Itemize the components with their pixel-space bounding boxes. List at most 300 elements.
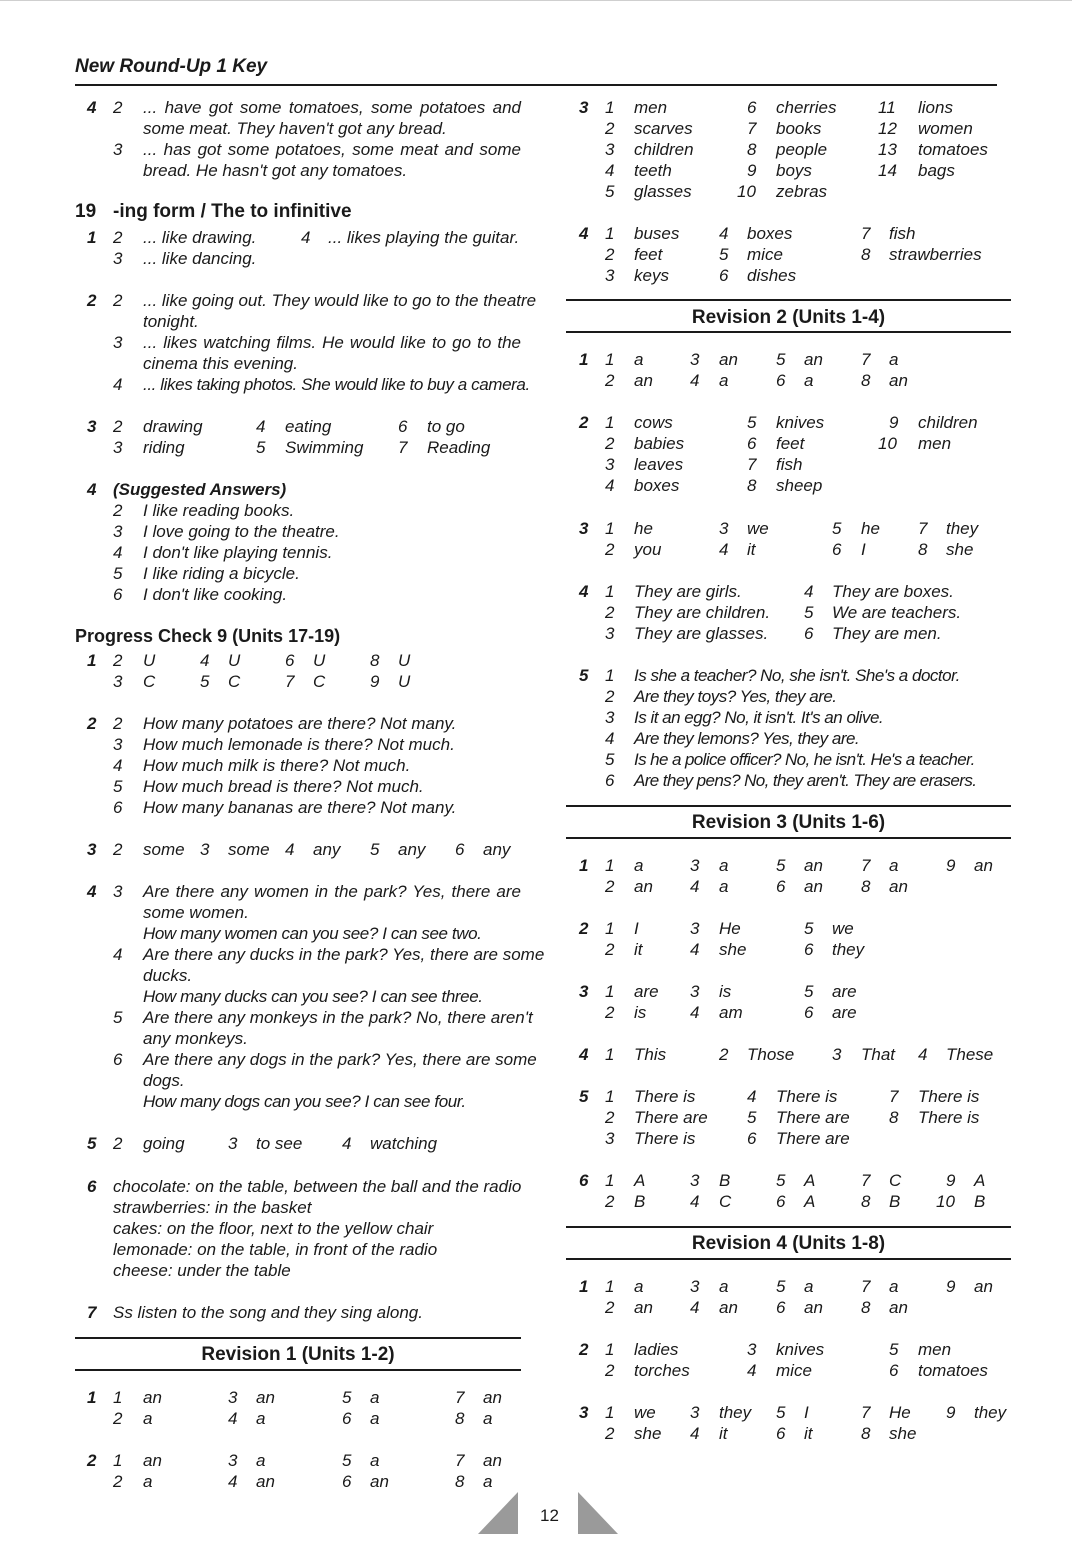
exercise-number: 4 bbox=[579, 582, 589, 601]
right-page-corner-shape bbox=[578, 1492, 618, 1534]
item-number: 1 bbox=[605, 1171, 615, 1190]
answer-text: I don't like playing tennis. bbox=[143, 543, 333, 562]
answer-text: an bbox=[719, 350, 738, 369]
answer-text: feet bbox=[634, 245, 663, 264]
item-number: 6 bbox=[113, 585, 123, 604]
item-number: 5 bbox=[719, 245, 729, 264]
answer-text: it bbox=[747, 540, 756, 559]
answer-text: torches bbox=[634, 1361, 690, 1380]
suggested-answers-label: (Suggested Answers) bbox=[113, 480, 287, 499]
answer-text: There are bbox=[776, 1129, 850, 1148]
item-number: 1 bbox=[605, 582, 615, 601]
answer-text: knives bbox=[776, 1340, 825, 1359]
item-number: 4 bbox=[200, 651, 210, 670]
answer-text: That bbox=[861, 1045, 896, 1064]
item-number: 7 bbox=[918, 519, 928, 538]
item-number: 6 bbox=[832, 540, 842, 559]
section-title: Revision 3 (Units 1-6) bbox=[691, 812, 886, 833]
item-number: 2 bbox=[113, 291, 123, 310]
item-number: 6 bbox=[804, 940, 814, 959]
item-number: 5 bbox=[113, 564, 123, 583]
answer-line: ... have got some tomatoes, some potatoes and bbox=[143, 98, 521, 117]
answer-text: U bbox=[143, 651, 156, 670]
answer-text: tomatoes bbox=[918, 140, 988, 159]
answer-text: teeth bbox=[634, 161, 672, 180]
item-number: 2 bbox=[605, 1361, 615, 1380]
item-number: 2 bbox=[605, 119, 615, 138]
item-number: 6 bbox=[113, 798, 123, 817]
item-number: 2 bbox=[605, 687, 615, 706]
item-number: 1 bbox=[605, 1087, 615, 1106]
item-number: 4 bbox=[113, 543, 123, 562]
item-number: 8 bbox=[747, 476, 757, 495]
answer-line: any monkeys. bbox=[143, 1029, 248, 1048]
answer-text: a bbox=[889, 350, 899, 369]
answer-text: A bbox=[804, 1192, 816, 1211]
answer-text: They are boxes. bbox=[832, 582, 954, 601]
answer-text: U bbox=[398, 672, 411, 691]
item-number: 5 bbox=[605, 182, 615, 201]
answer-text: some bbox=[228, 840, 270, 859]
answer-text: A bbox=[634, 1171, 646, 1190]
answer-text: ... like drawing. bbox=[143, 228, 257, 247]
item-number: 7 bbox=[861, 856, 871, 875]
answer-text: feet bbox=[776, 434, 805, 453]
answer-text: an bbox=[719, 1298, 738, 1317]
answer-text: is bbox=[719, 982, 732, 1001]
section-rule bbox=[566, 805, 1011, 807]
exercise-number: 1 bbox=[87, 228, 97, 247]
item-number: 8 bbox=[918, 540, 928, 559]
answer-text: an bbox=[804, 856, 823, 875]
exercise-number: 1 bbox=[579, 1277, 589, 1296]
item-number: 3 bbox=[113, 438, 123, 457]
item-number: 1 bbox=[605, 350, 615, 369]
answer-text: an bbox=[483, 1451, 502, 1470]
section-title: Progress Check 9 (Units 17-19) bbox=[75, 626, 341, 646]
answer-text: U bbox=[313, 651, 326, 670]
exercise-number: 6 bbox=[87, 1177, 97, 1196]
item-number: 8 bbox=[455, 1472, 465, 1491]
answer-text: we bbox=[832, 919, 854, 938]
item-number: 6 bbox=[285, 651, 295, 670]
section-rule bbox=[566, 299, 1011, 301]
item-number: 9 bbox=[946, 1171, 956, 1190]
answer-line: cheese: under the table bbox=[113, 1261, 291, 1280]
answer-text: Are they lemons? Yes, they are. bbox=[634, 729, 860, 748]
item-number: 5 bbox=[747, 1108, 757, 1127]
item-number: 7 bbox=[455, 1451, 465, 1470]
answer-text: men bbox=[918, 1340, 952, 1359]
item-number: 6 bbox=[747, 434, 757, 453]
item-number: 4 bbox=[719, 540, 729, 559]
item-number: 14 bbox=[878, 161, 897, 180]
item-number: 1 bbox=[605, 1340, 615, 1359]
answer-text: These bbox=[946, 1045, 994, 1064]
item-number: 3 bbox=[228, 1134, 238, 1153]
answer-text: a bbox=[370, 1409, 380, 1428]
answer-text: books bbox=[776, 119, 822, 138]
item-number: 4 bbox=[747, 1087, 757, 1106]
item-number: 10 bbox=[936, 1192, 955, 1211]
item-number: 3 bbox=[690, 1171, 700, 1190]
answer-text: We are teachers. bbox=[832, 603, 962, 622]
answer-text: children bbox=[918, 413, 978, 432]
answer-text: a bbox=[370, 1451, 380, 1470]
item-number: 3 bbox=[690, 982, 700, 1001]
exercise-number: 2 bbox=[579, 919, 589, 938]
item-number: 3 bbox=[113, 522, 123, 541]
exercise-number: 3 bbox=[87, 417, 97, 436]
item-number: 5 bbox=[776, 1277, 786, 1296]
answer-text: cows bbox=[634, 413, 673, 432]
item-number: 13 bbox=[878, 140, 897, 159]
item-number: 4 bbox=[301, 228, 311, 247]
section-rule bbox=[566, 1258, 1011, 1260]
item-number: 8 bbox=[861, 1424, 871, 1443]
item-number: 2 bbox=[605, 1424, 615, 1443]
exercise-number: 1 bbox=[579, 856, 589, 875]
answer-text: U bbox=[398, 651, 411, 670]
item-number: 3 bbox=[747, 1340, 757, 1359]
answer-line: ... has got some potatoes, some meat and some bbox=[143, 140, 521, 159]
answer-text: I love going to the theatre. bbox=[143, 522, 340, 541]
item-number: 4 bbox=[228, 1472, 238, 1491]
answer-text: an bbox=[804, 877, 823, 896]
item-number: 3 bbox=[605, 1129, 615, 1148]
item-number: 2 bbox=[605, 877, 615, 896]
answer-text: a bbox=[143, 1409, 153, 1428]
answer-text: ladies bbox=[634, 1340, 679, 1359]
item-number: 7 bbox=[861, 1277, 871, 1296]
item-number: 2 bbox=[605, 540, 615, 559]
section-rule bbox=[75, 1337, 521, 1339]
answer-text: an bbox=[634, 371, 653, 390]
answer-text: she bbox=[719, 940, 747, 959]
section-title: Revision 1 (Units 1-2) bbox=[201, 1344, 395, 1365]
item-number: 4 bbox=[113, 756, 123, 775]
answer-text: are bbox=[634, 982, 659, 1001]
answer-text: I bbox=[634, 919, 639, 938]
answer-text: a bbox=[889, 856, 899, 875]
exercise-number: 4 bbox=[87, 98, 97, 117]
section-title: Revision 2 (Units 1-4) bbox=[691, 307, 886, 328]
answer-line: some meat. They haven't got any bread. bbox=[143, 119, 447, 138]
item-number: 3 bbox=[719, 519, 729, 538]
item-number: 9 bbox=[946, 1403, 956, 1422]
item-number: 3 bbox=[832, 1045, 842, 1064]
answer-text: are bbox=[832, 982, 857, 1001]
item-number: 4 bbox=[113, 375, 123, 394]
unit-title: -ing form / The to infinitive bbox=[113, 201, 352, 222]
item-number: 3 bbox=[113, 882, 123, 901]
answer-text: How much bread is there? Not much. bbox=[143, 777, 424, 796]
answer-text: any bbox=[313, 840, 341, 859]
answer-text: an bbox=[974, 856, 993, 875]
section-rule bbox=[75, 1369, 521, 1371]
section-rule bbox=[566, 1226, 1011, 1228]
item-number: 4 bbox=[690, 1298, 700, 1317]
item-number: 6 bbox=[776, 1192, 786, 1211]
item-number: 8 bbox=[861, 245, 871, 264]
answer-text: it bbox=[804, 1424, 813, 1443]
item-number: 3 bbox=[113, 333, 123, 352]
item-number: 8 bbox=[861, 371, 871, 390]
item-number: 6 bbox=[455, 840, 465, 859]
exercise-number: 3 bbox=[579, 519, 589, 538]
answer-text: C bbox=[228, 672, 241, 691]
item-number: 4 bbox=[804, 582, 814, 601]
answer-text: an bbox=[974, 1277, 993, 1296]
answer-text: I bbox=[861, 540, 866, 559]
answer-text: it bbox=[719, 1424, 728, 1443]
answer-text: I like reading books. bbox=[143, 501, 295, 520]
item-number: 4 bbox=[690, 1424, 700, 1443]
item-number: 3 bbox=[605, 708, 615, 727]
answer-line: ... like going out. They would like to go to the theatre bbox=[143, 291, 537, 310]
answer-text: Swimming bbox=[285, 438, 364, 457]
item-number: 5 bbox=[804, 919, 814, 938]
item-number: 6 bbox=[776, 1298, 786, 1317]
answer-text: There is bbox=[634, 1129, 696, 1148]
unit-number: 19 bbox=[75, 201, 97, 222]
item-number: 3 bbox=[113, 140, 123, 159]
answer-text: U bbox=[228, 651, 241, 670]
answer-line: strawberries: in the basket bbox=[113, 1198, 312, 1217]
answer-text: an bbox=[256, 1388, 275, 1407]
answer-text: I like riding a bicycle. bbox=[143, 564, 300, 583]
item-number: 3 bbox=[113, 249, 123, 268]
exercise-number: 5 bbox=[87, 1134, 97, 1153]
item-number: 6 bbox=[398, 417, 408, 436]
answer-text: you bbox=[634, 540, 662, 559]
answer-line: How many dogs can you see? I can see four. bbox=[143, 1092, 466, 1111]
item-number: 8 bbox=[861, 1298, 871, 1317]
answer-text: C bbox=[313, 672, 326, 691]
item-number: 5 bbox=[370, 840, 380, 859]
answer-text: are bbox=[832, 1003, 857, 1022]
exercise-number: 6 bbox=[579, 1171, 589, 1190]
item-number: 6 bbox=[747, 1129, 757, 1148]
answer-line: Are there any monkeys in the park? No, there aren't bbox=[143, 1008, 533, 1027]
item-number: 5 bbox=[804, 982, 814, 1001]
answer-text: ... likes playing the guitar. bbox=[328, 228, 520, 247]
item-number: 4 bbox=[918, 1045, 928, 1064]
answer-text: some bbox=[143, 840, 185, 859]
item-number: 5 bbox=[804, 603, 814, 622]
item-number: 9 bbox=[946, 856, 956, 875]
answer-text: scarves bbox=[634, 119, 693, 138]
answer-text: They are men. bbox=[832, 624, 942, 643]
item-number: 8 bbox=[747, 140, 757, 159]
item-number: 10 bbox=[737, 182, 756, 201]
item-number: 1 bbox=[605, 519, 615, 538]
answer-text: He bbox=[889, 1403, 911, 1422]
answer-text: They are children. bbox=[634, 603, 771, 622]
answer-text: a bbox=[634, 1277, 644, 1296]
item-number: 5 bbox=[342, 1388, 352, 1407]
item-number: 5 bbox=[342, 1451, 352, 1470]
answer-text: a bbox=[719, 1277, 729, 1296]
answer-text: an bbox=[634, 877, 653, 896]
answer-text: she bbox=[634, 1424, 662, 1443]
answer-text: any bbox=[483, 840, 511, 859]
item-number: 4 bbox=[113, 945, 123, 964]
answer-line: ... likes taking photos. She would like to buy a camera. bbox=[143, 375, 530, 394]
item-number: 5 bbox=[776, 856, 786, 875]
item-number: 6 bbox=[776, 1424, 786, 1443]
item-number: 3 bbox=[690, 1403, 700, 1422]
item-number: 2 bbox=[605, 1003, 615, 1022]
answer-text: he bbox=[634, 519, 653, 538]
item-number: 5 bbox=[605, 750, 615, 769]
answer-text: going bbox=[143, 1134, 185, 1153]
item-number: 3 bbox=[200, 840, 210, 859]
answer-text: ... like dancing. bbox=[143, 249, 257, 268]
answer-text: a bbox=[483, 1409, 493, 1428]
answer-text: How many bananas are there? Not many. bbox=[143, 798, 457, 817]
item-number: 2 bbox=[605, 1298, 615, 1317]
item-number: 4 bbox=[605, 729, 615, 748]
answer-text: There is bbox=[918, 1087, 980, 1106]
item-number: 3 bbox=[690, 1277, 700, 1296]
answer-text: riding bbox=[143, 438, 185, 457]
item-number: 4 bbox=[690, 1003, 700, 1022]
answer-text: A bbox=[974, 1171, 986, 1190]
answer-text: an bbox=[889, 371, 908, 390]
item-number: 2 bbox=[605, 245, 615, 264]
answer-text: a bbox=[804, 371, 814, 390]
answer-line: How many women can you see? I can see two. bbox=[143, 924, 482, 943]
answer-text: They are glasses. bbox=[634, 624, 769, 643]
item-number: 2 bbox=[113, 98, 123, 117]
item-number: 1 bbox=[605, 1277, 615, 1296]
item-number: 3 bbox=[690, 919, 700, 938]
answer-text: we bbox=[747, 519, 769, 538]
item-number: 6 bbox=[605, 771, 615, 790]
answer-text: Is he a police officer? No, he isn't. He's a teacher. bbox=[634, 750, 975, 769]
exercise-number: 3 bbox=[87, 840, 97, 859]
answer-line: some women. bbox=[143, 903, 249, 922]
answer-text: an bbox=[804, 1298, 823, 1317]
answer-line: bread. He hasn't got any tomatoes. bbox=[143, 161, 408, 180]
item-number: 1 bbox=[605, 1045, 615, 1064]
item-number: 5 bbox=[256, 438, 266, 457]
answer-text: watching bbox=[370, 1134, 438, 1153]
answer-text: a bbox=[719, 856, 729, 875]
item-number: 2 bbox=[113, 840, 123, 859]
exercise-number: 3 bbox=[579, 1403, 589, 1422]
item-number: 8 bbox=[455, 1409, 465, 1428]
answer-text: A bbox=[804, 1171, 816, 1190]
item-number: 1 bbox=[605, 982, 615, 1001]
item-number: 8 bbox=[370, 651, 380, 670]
answer-text: tomatoes bbox=[918, 1361, 988, 1380]
answer-line: lemonade: on the table, in front of the radio bbox=[113, 1240, 438, 1259]
answer-text: B bbox=[889, 1192, 901, 1211]
item-number: 6 bbox=[776, 877, 786, 896]
item-number: 4 bbox=[285, 840, 295, 859]
answer-text: they bbox=[832, 940, 865, 959]
answer-text: to see bbox=[256, 1134, 303, 1153]
item-number: 7 bbox=[861, 224, 871, 243]
item-number: 1 bbox=[113, 1388, 123, 1407]
item-number: 12 bbox=[878, 119, 897, 138]
answer-text: Those bbox=[747, 1045, 795, 1064]
answer-text: How many potatoes are there? Not many. bbox=[143, 714, 457, 733]
item-number: 4 bbox=[605, 161, 615, 180]
item-number: 5 bbox=[776, 1403, 786, 1422]
answer-text: There are bbox=[776, 1108, 850, 1127]
answer-text: children bbox=[634, 140, 694, 159]
exercise-number: 2 bbox=[87, 1451, 97, 1470]
answer-text: This bbox=[634, 1045, 667, 1064]
exercise-number: 3 bbox=[579, 98, 589, 117]
item-number: 5 bbox=[776, 350, 786, 369]
answer-text: an bbox=[804, 350, 823, 369]
answer-text: to go bbox=[427, 417, 465, 436]
answer-text: people bbox=[776, 140, 828, 159]
item-number: 8 bbox=[889, 1108, 899, 1127]
item-number: 6 bbox=[889, 1361, 899, 1380]
answer-text: boys bbox=[776, 161, 812, 180]
answer-text: babies bbox=[634, 434, 685, 453]
answer-text: There is bbox=[918, 1108, 980, 1127]
item-number: 1 bbox=[605, 1403, 615, 1422]
item-number: 1 bbox=[605, 666, 615, 685]
exercise-number: 1 bbox=[87, 1388, 97, 1407]
answer-text: lions bbox=[918, 98, 953, 117]
answer-text: an bbox=[143, 1451, 162, 1470]
answer-text: They are girls. bbox=[634, 582, 742, 601]
answer-line: Are there any ducks in the park? Yes, there are some bbox=[143, 945, 545, 964]
answer-text: an bbox=[889, 1298, 908, 1317]
left-page-corner-shape bbox=[478, 1492, 518, 1534]
item-number: 3 bbox=[605, 455, 615, 474]
answer-text: a bbox=[889, 1277, 899, 1296]
item-number: 6 bbox=[342, 1472, 352, 1491]
item-number: 3 bbox=[113, 672, 123, 691]
exercise-number: 7 bbox=[87, 1303, 97, 1322]
answer-text: zebras bbox=[776, 182, 828, 201]
answer-text: an bbox=[483, 1388, 502, 1407]
page-edge-line bbox=[0, 0, 1072, 1]
answer-text: a bbox=[143, 1472, 153, 1491]
item-number: 3 bbox=[113, 735, 123, 754]
answer-text: an bbox=[634, 1298, 653, 1317]
answer-line: ducks. bbox=[143, 966, 193, 985]
item-number: 5 bbox=[776, 1171, 786, 1190]
answer-text: I bbox=[804, 1403, 809, 1422]
answer-line: cakes: on the floor, next to the yellow chair bbox=[113, 1219, 434, 1238]
answer-text: they bbox=[719, 1403, 752, 1422]
answer-text: B bbox=[634, 1192, 646, 1211]
answer-text: I don't like cooking. bbox=[143, 585, 288, 604]
item-number: 4 bbox=[228, 1409, 238, 1428]
item-number: 4 bbox=[605, 476, 615, 495]
item-number: 7 bbox=[889, 1087, 899, 1106]
item-number: 2 bbox=[605, 603, 615, 622]
answer-text: eating bbox=[285, 417, 332, 436]
page-number: 12 bbox=[540, 1506, 559, 1525]
item-number: 3 bbox=[228, 1388, 238, 1407]
answer-text: an bbox=[256, 1472, 275, 1491]
answer-text: a bbox=[483, 1472, 493, 1491]
item-number: 1 bbox=[605, 413, 615, 432]
item-number: 7 bbox=[861, 350, 871, 369]
answer-text: Is it an egg? No, it isn't. It's an olive. bbox=[634, 708, 884, 727]
item-number: 3 bbox=[605, 266, 615, 285]
